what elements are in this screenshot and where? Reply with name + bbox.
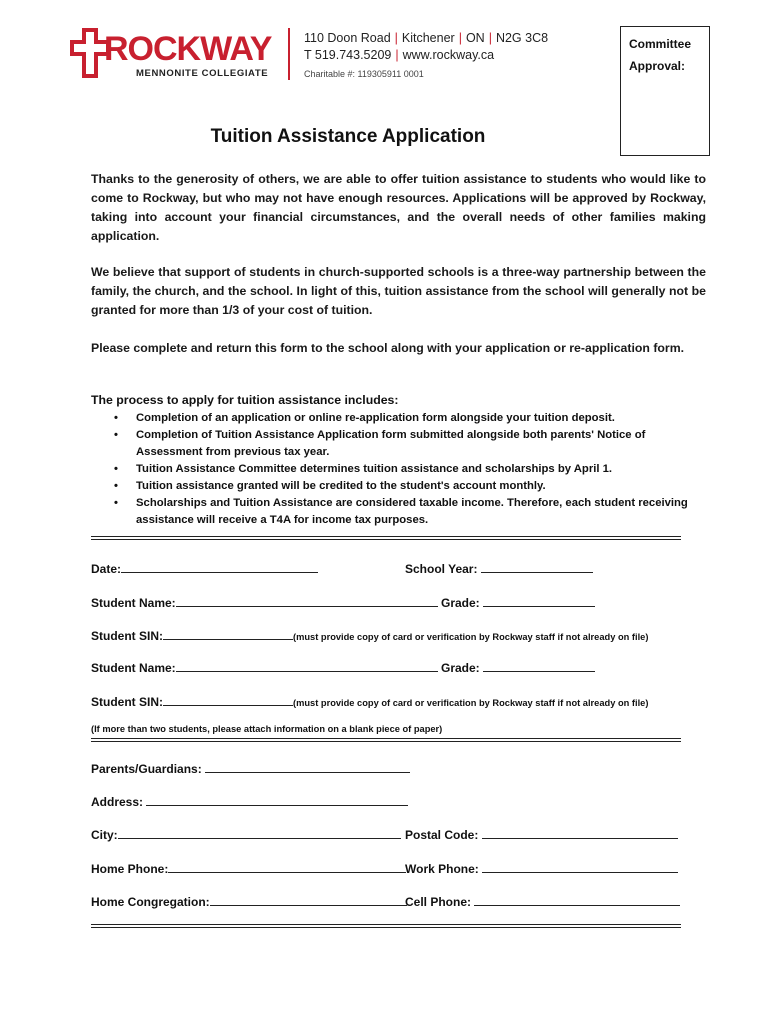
date-field[interactable] [121,560,318,573]
process-heading: The process to apply for tuition assistance includes: [91,393,399,407]
address-street: 110 Doon Road [304,31,391,45]
bullet-icon: • [114,497,118,509]
list-item: • Tuition assistance granted will be credited to the student's account monthly. [110,478,700,495]
logo-subtitle: MENNONITE COLLEGIATE [136,68,269,79]
letterhead [0,0,770,110]
bullet-icon: • [114,463,118,475]
section-divider [91,738,681,742]
student-name-label: Student Name: [91,661,176,675]
parents-label: Parents/Guardians: [91,762,202,776]
grade-label: Grade: [441,596,480,610]
section-divider [91,924,681,928]
student-1-name-field[interactable] [176,594,438,607]
grade-label: Grade: [441,661,480,675]
city-label: City: [91,828,118,842]
student-1-sin-row [91,627,691,645]
list-item: • Tuition Assistance Committee determines tuition assistance and scholarships by April 1. [110,461,700,478]
address-field[interactable] [146,793,408,806]
date-label: Date: [91,562,122,576]
phone-row [91,860,691,878]
school-year-field[interactable] [481,560,593,573]
student-1-name-row [91,594,691,612]
more-students-note: (If more than two students, please attach information on a blank piece of paper) [91,724,443,734]
sin-note: (must provide copy of card or verification by Rockway staff if not already on file) [293,632,649,642]
home-phone-label: Home Phone: [91,862,169,876]
student-2-grade-field[interactable] [483,659,595,672]
work-phone-field[interactable] [482,860,678,873]
home-congregation-field[interactable] [210,893,407,906]
student-2-sin-field[interactable] [163,693,293,706]
cell-phone-field[interactable] [474,893,680,906]
rockway-logo [70,24,280,84]
contact-info [304,30,548,83]
bullet-icon: • [114,412,118,424]
list-item: • Completion of an application or online re-application form alongside your tuition deposit. [110,410,700,427]
charitable-number: Charitable #: 119305911 0001 [304,69,424,79]
address-row [91,793,691,811]
phone-web-line: T 519.743.5209 | www.rockway.ca [304,48,495,62]
home-phone-field[interactable] [168,860,406,873]
partnership-paragraph: We believe that support of students in church-supported schools is a three-way partnership between the family, the church, and the school. In light of this, tuition assistance from the school will generally not be granted for more than 1/3 of your cost of tuition. [91,265,706,317]
instructions-paragraph: Please complete and return this form to the school along with your application or re-application form. [91,341,685,355]
city-row [91,826,691,844]
sin-note: (must provide copy of card or verification by Rockway staff if not already on file) [293,698,649,708]
parents-row [91,760,691,778]
parents-field[interactable] [205,760,410,773]
student-name-label: Student Name: [91,596,176,610]
postal-code-label: Postal Code: [405,828,479,842]
list-item: • Scholarships and Tuition Assistance are considered taxable income. Therefore, each student receiving assistance will receive a T4A for income tax purposes. [114,497,688,526]
header-divider [288,28,290,80]
cell-phone-label: Cell Phone: [405,895,472,909]
student-2-sin-row [91,693,691,711]
city-field[interactable] [118,826,401,839]
school-year-label: School Year: [405,562,478,576]
website-link[interactable]: www.rockway.ca [402,48,495,62]
date-row [91,560,691,578]
intro-paragraph: Thanks to the generosity of others, we are able to offer tuition assistance to students who would like to come to Rockway, but who may not have enough resources. Applications will be approved by Rockway, taking into account your financial circumstances, and the overall needs of other families making application. [91,172,706,243]
work-phone-label: Work Phone: [405,862,479,876]
home-congregation-label: Home Congregation: [91,895,210,909]
student-sin-label: Student SIN: [91,695,163,709]
process-list [110,410,700,529]
student-1-grade-field[interactable] [483,594,595,607]
bullet-icon: • [114,429,118,441]
address-label: Address: [91,795,144,809]
postal-code-field[interactable] [482,826,678,839]
address-line: 110 Doon Road | Kitchener | ON | N2G 3C8 [304,31,549,45]
approval-label: Approval: [629,59,686,73]
page-title: Tuition Assistance Application [210,126,486,147]
section-divider [91,536,681,540]
phone-number: T 519.743.5209 [304,48,392,62]
address-postal: N2G 3C8 [495,31,549,45]
student-sin-label: Student SIN: [91,629,163,643]
bullet-icon: • [114,480,118,492]
address-city: Kitchener [401,31,455,45]
student-2-name-field[interactable] [176,659,438,672]
student-1-sin-field[interactable] [163,627,293,640]
logo-wordmark: ROCKWAY [104,30,272,68]
address-province: ON [465,31,485,45]
list-item: • Completion of Tuition Assistance Application form submitted alongside both parents' Notice of Assessment from previous tax year. [114,429,646,458]
committee-label: Committee [629,37,692,51]
congregation-row [91,893,691,911]
student-2-name-row [91,659,691,677]
